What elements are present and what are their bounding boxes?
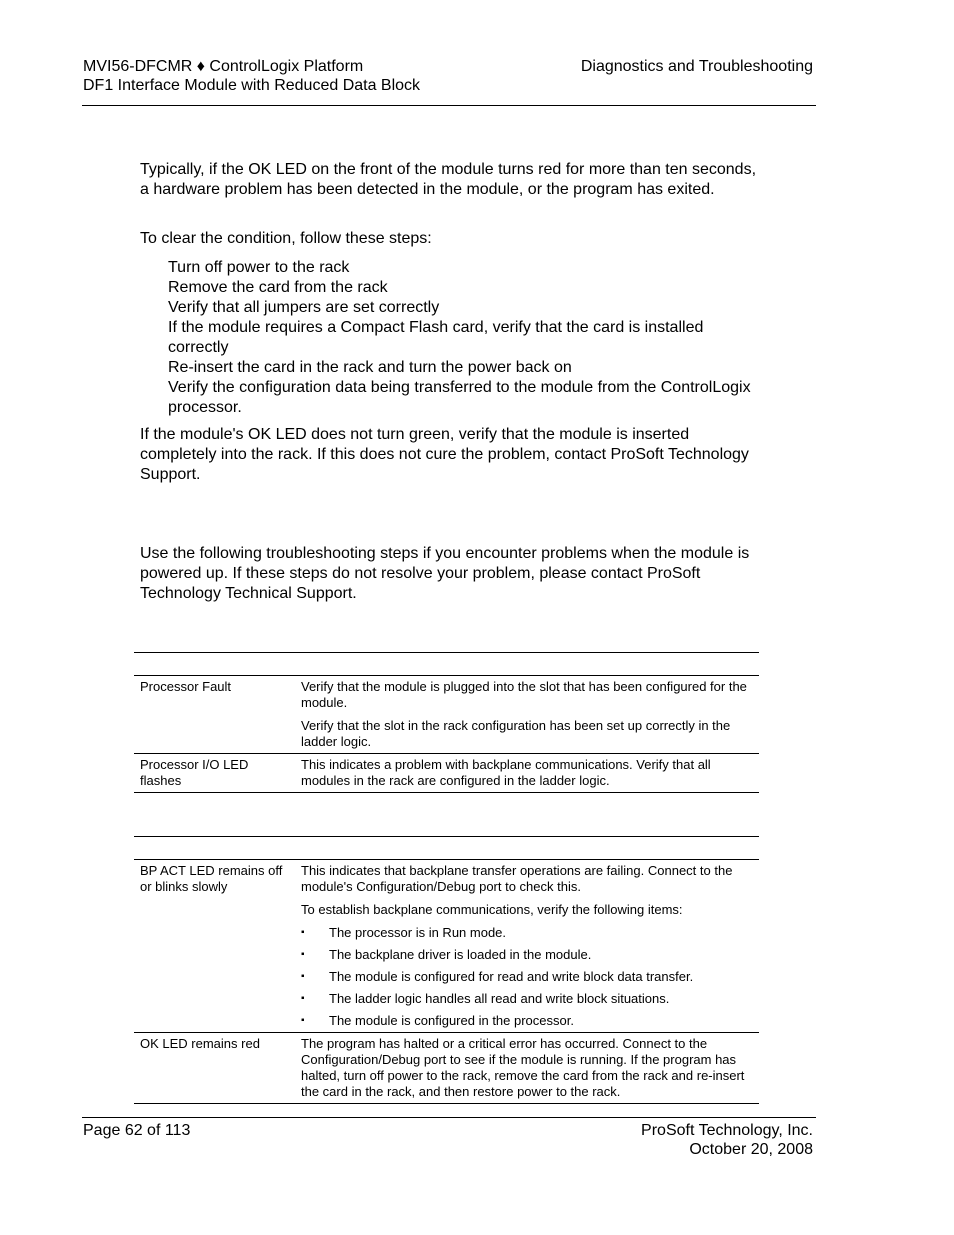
page-number: Page 62 of 113 [83, 1122, 191, 1139]
list-item-text: The module is configured for read and write block data transfer. [329, 969, 694, 984]
list-item-text: The module is configured in the processor. [329, 1013, 574, 1028]
problem-cell: OK LED remains red [140, 1036, 260, 1051]
verify-items-list [301, 925, 753, 1029]
solution-cell [295, 1033, 759, 1103]
table-row [134, 753, 759, 793]
footer-right [641, 1121, 813, 1159]
solution-cell [295, 754, 759, 792]
problem-cell: Processor I/O LED flashes [140, 757, 249, 788]
problem-cell: Processor Fault [140, 679, 232, 694]
list-item [301, 969, 753, 985]
step-item: Verify that all jumpers are set correctly [168, 299, 440, 316]
solution-text: Verify that the module is plugged into the slot that has been configured for the module. [301, 679, 747, 710]
step-item: Remove the card from the rack [168, 279, 388, 296]
step-item: Re-insert the card in the rack and turn the power back on [168, 359, 572, 376]
bullet-icon: ▪ [301, 927, 305, 938]
troubleshooting-paragraph: Use the following troubleshooting steps if you encounter problems when the module is powered up. If these steps do not resolve your problem, please contact ProSoft Technology Technical Support. [140, 545, 750, 602]
problem-cell: BP ACT LED remains off or blinks slowly [140, 863, 283, 894]
step-item: If the module requires a Compact Flash card, verify that the card is installed correctly [168, 319, 704, 356]
header-divider [82, 105, 816, 106]
footer-date: October 20, 2008 [689, 1141, 813, 1158]
table-row [134, 1032, 759, 1104]
intro-paragraph-1: Typically, if the OK LED on the front of the module turns red for more than ten seconds, a hardware problem has been detected in the module, or the program has exited. [140, 161, 757, 198]
list-item-text: The ladder logic handles all read and write block situations. [329, 991, 670, 1006]
intro-paragraph-2: To clear the condition, follow these steps: [140, 230, 432, 247]
list-item [301, 947, 753, 963]
bullet-icon: ▪ [301, 949, 305, 960]
troubleshooting-table-1 [134, 652, 759, 793]
step-item: Turn off power to the rack [168, 259, 350, 276]
list-item-text: The processor is in Run mode. [329, 925, 507, 940]
table-row [134, 675, 759, 753]
bullet-icon: ▪ [301, 1015, 305, 1026]
footer-divider [82, 1117, 816, 1118]
footer-company: ProSoft Technology, Inc. [641, 1122, 813, 1139]
table-row [134, 859, 759, 1032]
solution-text: This indicates a problem with backplane communications. Verify that all modules in the rack are configured in the ladder logic. [301, 757, 711, 788]
solution-cell [295, 860, 759, 1032]
solution-text: To establish backplane communications, verify the following items: [301, 902, 683, 917]
solution-text: This indicates that backplane transfer operations are failing. Connect to the module's Configuration/Debug port to check this. [301, 863, 733, 894]
list-item [301, 1013, 753, 1029]
bullet-icon: ▪ [301, 993, 305, 1004]
clear-condition-steps [168, 258, 768, 418]
header-left [83, 57, 420, 95]
bullet-icon: ▪ [301, 971, 305, 982]
header-product-title: MVI56-DFCMR ♦ ControlLogix Platform [83, 58, 364, 75]
header-section-title: Diagnostics and Troubleshooting [580, 58, 813, 75]
step-item: Verify the configuration data being transferred to the module from the ControlLogix processor. [168, 379, 751, 416]
troubleshooting-table-2 [134, 836, 759, 1104]
solution-text: Verify that the slot in the rack configuration has been set up correctly in the ladder logic. [301, 718, 731, 749]
list-item-text: The backplane driver is loaded in the module. [329, 947, 592, 962]
solution-cell [295, 676, 759, 753]
list-item [301, 925, 753, 941]
header-product-subtitle: DF1 Interface Module with Reduced Data Block [83, 77, 421, 94]
list-item [301, 991, 753, 1007]
intro-paragraph-3: If the module's OK LED does not turn green, verify that the module is inserted completely into the rack. If this does not cure the problem, contact ProSoft Technology Support. [140, 426, 749, 483]
solution-text: The program has halted or a critical error has occurred. Connect to the Configuration/Debug port to see if the module is running. If the program has halted, turn off power to the rack, remove the card from the rack and re-insert the card in the rack, and then restore power to the rack. [301, 1036, 745, 1099]
